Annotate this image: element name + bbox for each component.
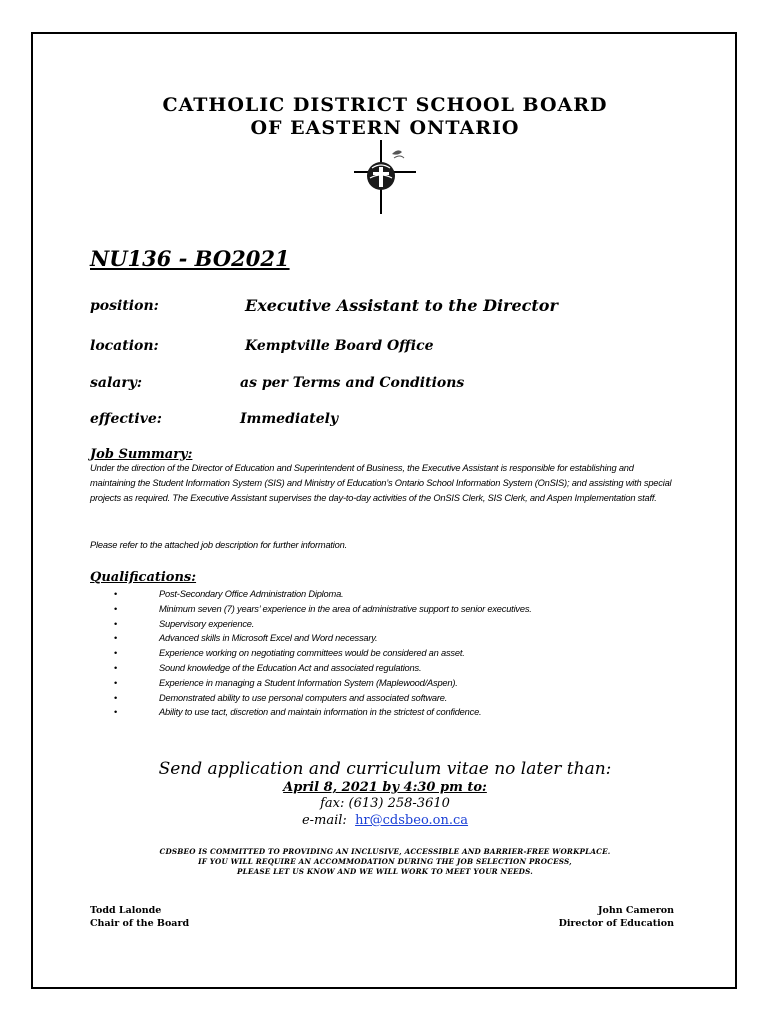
board-title-line2: OF EASTERN ONTARIO <box>250 117 520 139</box>
list-item: • Sound knowledge of the Education Act and associated regulations. <box>110 661 670 676</box>
location-label: location: <box>90 338 159 354</box>
qualifications-list <box>110 587 670 720</box>
bullet-icon: • <box>114 618 118 629</box>
salary-value: as per Terms and Conditions <box>240 375 465 391</box>
bullet-icon: • <box>114 692 118 703</box>
accessibility-notice-line2: IF YOU WILL REQUIRE AN ACCOMMODATION DURING THE JOB SELECTION PROCESS, <box>198 857 572 866</box>
location-value: Kemptville Board Office <box>245 338 434 354</box>
chair-name: Todd Lalonde <box>90 905 162 916</box>
list-item: • Experience working on negotiating committees would be considered an asset. <box>110 646 670 661</box>
posting-code: NU136 - BO2021 <box>90 246 290 271</box>
list-item: • Advanced skills in Microsoft Excel and Word necessary. <box>110 631 670 646</box>
bullet-icon: • <box>114 677 118 688</box>
list-item: • Ability to use tact, discretion and maintain information in the strictest of confidence. <box>110 705 670 720</box>
position-value: Executive Assistant to the Director <box>245 296 558 315</box>
job-summary-text: Under the direction of the Director of Education and Superintendent of Business, the Executive Assistant is responsible for establishing and maintaining the Student Information System (SIS) and Ministry of Education’s Ontario School Information System (OnSIS); and assisting with special projects as required. The Executive Assistant supervises the day-to-day activities of the OnSIS Clerk, SIS Clerk, and Aspen Implementation staff. <box>90 463 672 503</box>
director-name: John Cameron <box>597 905 674 916</box>
application-heading: Send application and curriculum vitae no later than: <box>158 759 612 779</box>
board-title-line1: CATHOLIC DISTRICT SCHOOL BOARD <box>162 94 608 116</box>
bullet-icon: • <box>114 648 118 659</box>
effective-label: effective: <box>90 411 162 427</box>
director-title: Director of Education <box>558 918 674 929</box>
salary-label: salary: <box>90 375 143 391</box>
chair-title: Chair of the Board <box>90 918 190 929</box>
list-item: • Experience in managing a Student Information System (Maplewood/Aspen). <box>110 676 670 691</box>
qualifications-heading: Qualifications: <box>90 570 197 585</box>
email-link[interactable]: hr@cdsbeo.on.ca <box>355 813 469 828</box>
effective-value: Immediately <box>240 411 339 427</box>
cross-globe-logo-icon <box>352 138 418 216</box>
list-item: • Demonstrated ability to use personal computers and associated software. <box>110 691 670 706</box>
job-summary-heading: Job Summary: <box>90 447 193 462</box>
job-description-note: Please refer to the attached job description for further information. <box>90 540 347 550</box>
bullet-icon: • <box>114 589 118 599</box>
accessibility-notice-line1: CDSBEO IS COMMITTED TO PROVIDING AN INCLUSIVE, ACCESSIBLE AND BARRIER-FREE WORKPLACE. <box>159 847 611 856</box>
email-label: e-mail: <box>301 813 347 828</box>
email-line <box>0 813 770 828</box>
bullet-icon: • <box>114 603 118 614</box>
signature-left <box>90 904 189 930</box>
list-item: • Supervisory experience. <box>110 617 670 632</box>
accessibility-notice-line3: PLEASE LET US KNOW AND WE WILL WORK TO MEET YOUR NEEDS. <box>237 867 533 876</box>
application-deadline: April 8, 2021 by 4:30 pm to: <box>283 780 487 795</box>
signature-right <box>559 904 674 930</box>
bullet-icon: • <box>114 662 118 673</box>
bullet-icon: • <box>114 707 118 718</box>
position-label: position: <box>90 298 159 314</box>
list-item: • Minimum seven (7) years’ experience in the area of administrative support to senior executives. <box>110 602 670 617</box>
bullet-icon: • <box>114 633 118 644</box>
fax-number: fax: (613) 258-3610 <box>320 796 450 811</box>
list-item: • Post-Secondary Office Administration Diploma. <box>110 587 670 602</box>
